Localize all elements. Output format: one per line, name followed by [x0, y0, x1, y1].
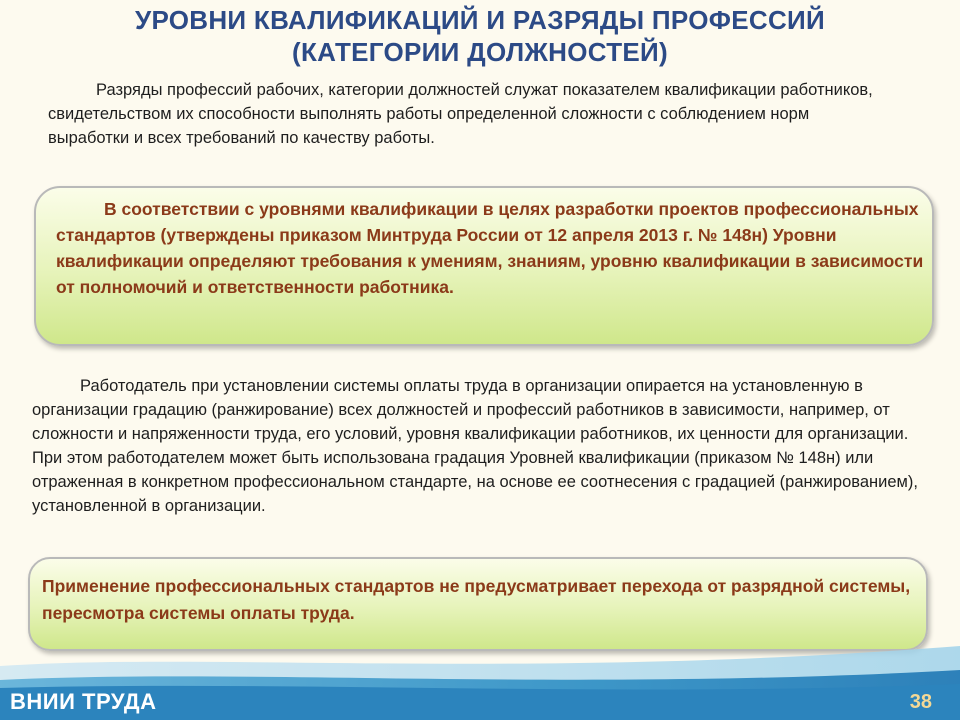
page-number: 38 — [909, 691, 932, 713]
footer-organization-label: ВНИИ ТРУДА — [10, 689, 157, 714]
professional-standards-callout — [28, 557, 928, 651]
employer-paragraph: Работодатель при установлении системы оплаты труда в организации опирается на установленную в организации градацию (ранжирование) всех должностей и профессий работников в зависимости, например, от сложности и напряженности труда, его условий, уровня квалификации работников, их ценности для организации. При этом работодателем может быть использована градация Уровней квалификации (приказом № 148н) или отраженная в конкретном профессиональном стандарте, на основе ее соотнесения с градацией (ранжированием), установленной в организации. — [32, 377, 918, 515]
employer-paragraph-block — [32, 374, 932, 518]
qualification-levels-callout — [34, 186, 934, 346]
slide-title-line-1: УРОВНИ КВАЛИФИКАЦИЙ И РАЗРЯДЫ ПРОФЕССИЙ — [134, 5, 826, 35]
qualification-levels-callout-text: В соответствии с уровнями квалификации в целях разработки проектов профессиональных стандартов (утверждены приказом Минтруда России от 12 апреля 2013 г. № 148н) Уровни квалификации определяют требования к умениям, знаниям, уровню квалификации в зависимости от полномочий и ответственности работника. — [56, 199, 924, 297]
slide-title — [40, 4, 920, 68]
slide-title-line-2: (КАТЕГОРИИ ДОЛЖНОСТЕЙ) — [292, 37, 668, 67]
intro-paragraph: Разряды профессий рабочих, категории должностей служат показателем квалификации работников, свидетельством их способности выполнять работы определенной сложности с соблюдением норм выработки и всех требований по качеству работы. — [48, 81, 873, 147]
intro-paragraph-block — [48, 78, 888, 150]
professional-standards-callout-text: Применение профессиональных стандартов не предусматривает перехода от разрядной системы, пересмотра системы оплаты труда. — [42, 576, 911, 623]
